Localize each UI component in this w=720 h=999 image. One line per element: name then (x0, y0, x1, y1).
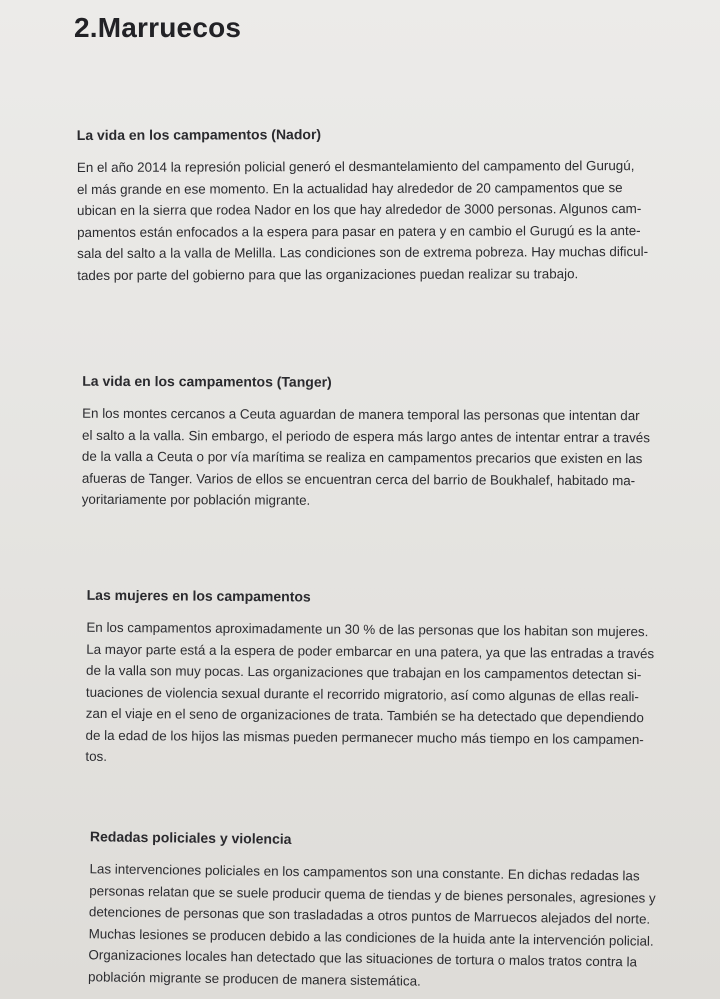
paragraph-line: En el año 2014 la represión policial generó el desmantelamiento del campamento del Gurugú, (76, 158, 635, 175)
paragraph-line: personas relatan que se suele producir quema de tiendas y de bienes personales, agresiones y (89, 882, 656, 906)
paragraph-line: sala del salto a la valla de Melilla. Las condiciones son de extrema pobreza. Hay muchas dificul- (77, 244, 649, 261)
section-nador (77, 125, 648, 286)
section-paragraph (85, 617, 654, 772)
paragraph-line: Organizaciones locales han detectado que las situaciones de tortura o malos tratos contra la (88, 947, 638, 970)
section-heading: Las mujeres en los campamentos (86, 586, 311, 605)
paragraph-line: En los montes cercanos a Ceuta aguardan de manera temporal las personas que intentan dar (82, 405, 640, 424)
paragraph-line: Las intervenciones policiales en los campamentos son una constante. En dichas redadas las (89, 861, 640, 884)
section-heading: La vida en los campamentos (Nador) (76, 126, 322, 143)
paragraph-line: tuaciones de violencia sexual durante el recorrido migratorio, así como algunas de ellas reali- (85, 684, 639, 704)
paragraph-line: detenciones de personas que son trasladadas a otros puntos de Marruecos alejados del norte. (88, 904, 651, 927)
paragraph-line: de la edad de los hijos las mismas pueden permanecer mucho más tiempo en los campamen- (85, 727, 644, 747)
section-paragraph (88, 858, 656, 994)
paragraph-line: afueras de Tanger. Varios de ellos se encuentran cerca del barrio de Boukhalef, habitado ma- (81, 470, 636, 488)
paragraph-line: tades por parte del gobierno para que las organizaciones puedan realizar su trabajo. (77, 265, 579, 283)
paragraph-line: ubican en la sierra que rodea Nador en los que hay alrededor de 3000 personas. Algunos cam- (76, 201, 642, 218)
paragraph-line: yoritariamente por población migrante. (81, 491, 311, 508)
paragraph-line: tos. (85, 748, 108, 764)
section-redadas (88, 828, 657, 994)
paragraph-line: el más grande en ese momento. En la actualidad hay alrededor de 20 campamentos que se (76, 179, 623, 197)
paragraph-line: En los campamentos aproximadamente un 30 % de las personas que los habitan son mujeres. (86, 619, 649, 640)
paragraph-line: zan el viaje en el seno de organizaciones de trata. También se ha detectado que dependiendo (85, 705, 644, 726)
paragraph-line: La mayor parte está a la espera de poder embarcar en una patera, ya que las entradas a través (86, 641, 655, 661)
section-heading: La vida en los campamentos (Tanger) (82, 372, 332, 390)
section-paragraph (82, 403, 650, 513)
paragraph-line: pamentos están enfocados a la espera para pasar en patera y en cambio el Gurugú es la ante- (77, 222, 641, 240)
paragraph-line: de la valla son muy pocas. Las organizaciones que trabajan en los campamentos detectan si- (86, 662, 642, 683)
paragraph-line: población migrante se producen de manera sistemática. (88, 968, 421, 989)
paragraph-line: Muchas lesiones se producen debido a las condiciones de la huida ante la intervención policial. (88, 925, 654, 949)
section-mujeres (85, 587, 654, 772)
paragraph-line: el salto a la valla. Sin embargo, el periodo de espera más largo antes de intentar entrar a través (81, 427, 651, 445)
section-tanger (82, 373, 651, 513)
paragraph-line: de la valla a Ceuta o por vía marítima se realiza en campamentos precarios que existen en las (81, 448, 643, 467)
section-heading: Redadas policiales y violencia (89, 828, 292, 847)
page-title: 2.Marruecos (74, 12, 242, 43)
section-paragraph (77, 155, 648, 286)
